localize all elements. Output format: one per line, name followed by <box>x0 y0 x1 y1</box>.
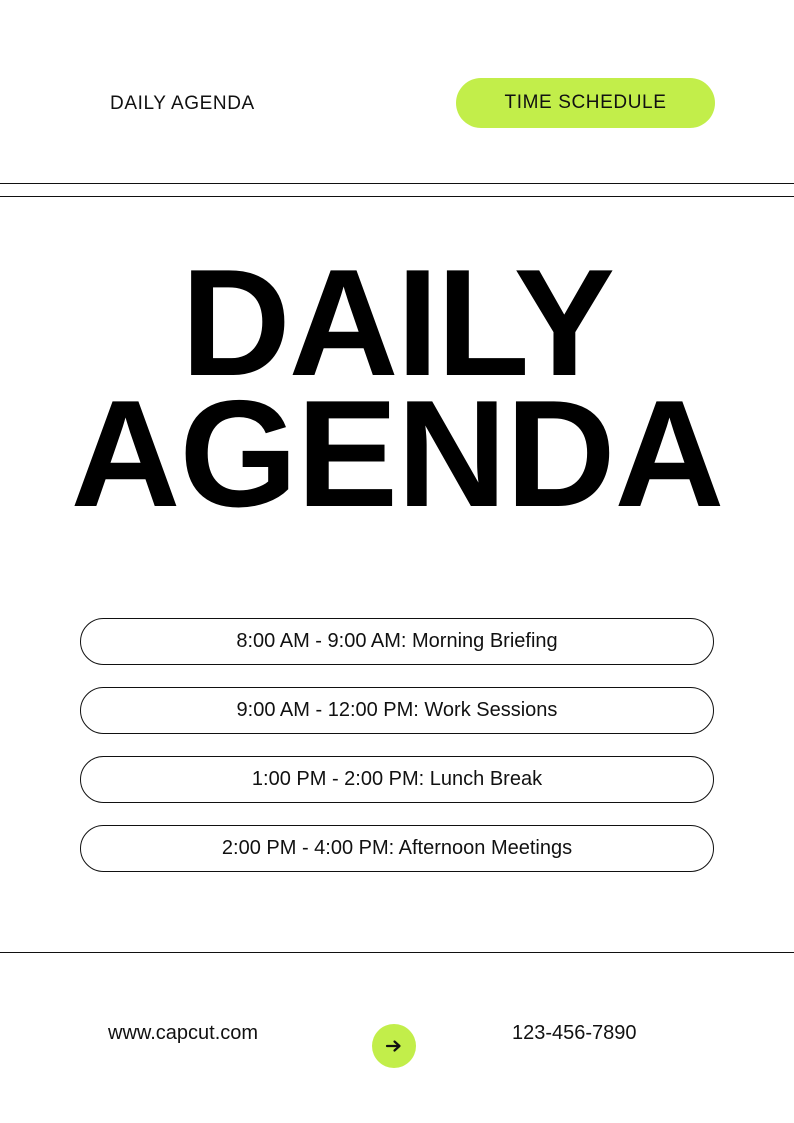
footer <box>0 1010 794 1070</box>
list-item: 9:00 AM - 12:00 PM: Work Sessions <box>80 687 714 734</box>
header-label: DAILY AGENDA <box>110 93 255 114</box>
list-item: 2:00 PM - 4:00 PM: Afternoon Meetings <box>80 825 714 872</box>
time-schedule-badge: TIME SCHEDULE <box>456 78 715 128</box>
footer-website: www.capcut.com <box>108 1022 259 1044</box>
list-item: 8:00 AM - 9:00 AM: Morning Briefing <box>80 618 714 665</box>
divider-line-bottom <box>0 952 794 953</box>
page-title <box>0 238 794 539</box>
divider-line-top-1 <box>0 183 794 184</box>
agenda-list <box>80 618 714 894</box>
arrow-right-icon <box>372 1024 416 1068</box>
header <box>0 78 794 130</box>
divider-line-top-2 <box>0 196 794 197</box>
footer-phone: 123-456-7890 <box>512 1022 637 1044</box>
list-item: 1:00 PM - 2:00 PM: Lunch Break <box>80 756 714 803</box>
page-title-line-1: DAILY <box>180 238 614 408</box>
page-title-line-2: AGENDA <box>70 368 724 539</box>
